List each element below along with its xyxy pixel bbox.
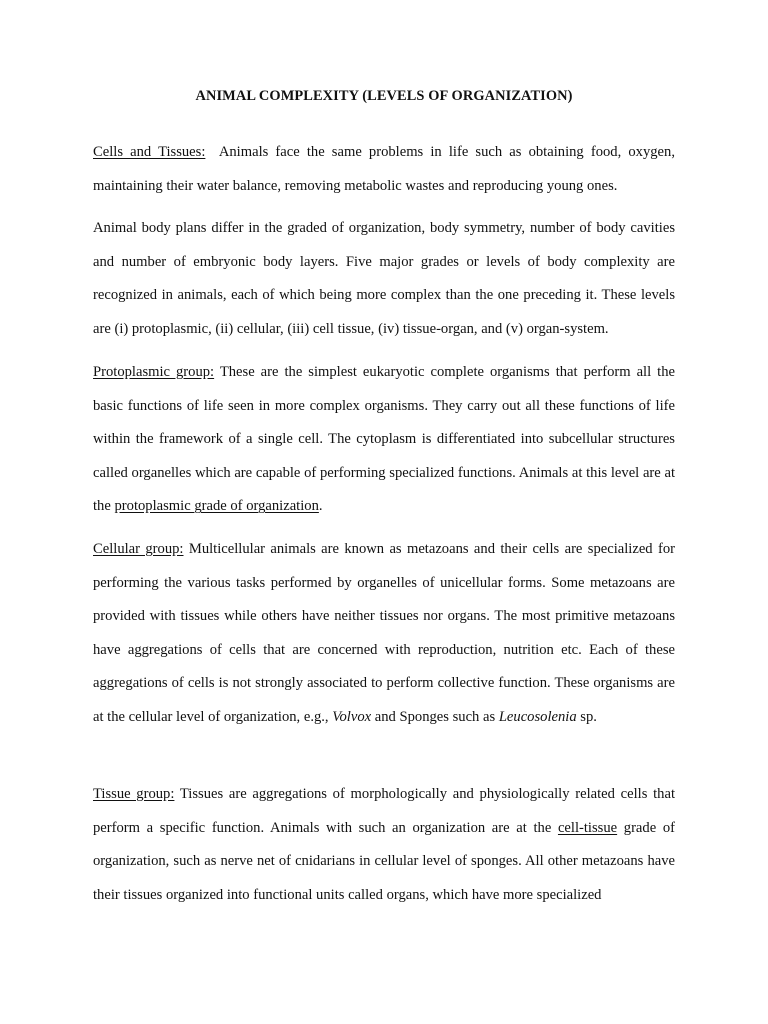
- heading-cells-and-tissues: Cells and Tissues:: [93, 144, 206, 160]
- paragraph-cellular-group: [93, 533, 675, 735]
- paragraph-end: grade of organization, such as nerve net of cnidarians in cellular level of sponges. All other metazoans have their tissues organized into functional units called organs, which have more specialized: [93, 819, 675, 903]
- heading-protoplasmic-group: Protoplasmic group:: [93, 364, 215, 380]
- document-title: ANIMAL COMPLEXITY (LEVELS OF ORGANIZATION): [195, 88, 573, 104]
- paragraph-tissue-group: [93, 778, 675, 912]
- heading-cellular-group: Cellular group:: [93, 541, 184, 557]
- paragraph-text: Animals face the same problems in life such as obtaining food, oxygen, maintaining their water balance, removing metabolic wastes and reproducing young ones.: [93, 144, 679, 194]
- paragraph-text: These are the simplest eukaryotic complete organisms that perform all the basic functions of life seen in more complex organisms. They carry out all these functions of life within the framework of a single cell. The cytoplasm is differentiated into subcellular structures called organelles which are capable of performing specialized functions. Animals at this level are at the: [93, 364, 675, 515]
- genus-leucosolenia: Leucosolenia: [498, 708, 577, 725]
- paragraph-end: sp.: [576, 708, 597, 725]
- term-protoplasmic-grade: protoplasmic grade of organization: [114, 498, 319, 515]
- paragraph-text: Animal body plans differ in the graded of organization, body symmetry, number of body cavities and number of embryonic body layers. Five major grades or levels of body complexity are recognized in animals, each of which being more complex than the one preceding it. These levels are (i) protoplasmic, (ii) cellular, (iii) cell tissue, (iv) tissue-organ, and (v) organ-system.: [93, 220, 675, 337]
- paragraph-text: Tissues are aggregations of morphologically and physiologically related cells that perform a specific function. Animals with such an organization are at the: [93, 786, 676, 836]
- paragraph-mid: and Sponges such as: [371, 708, 499, 725]
- term-cell-tissue: cell-tissue: [557, 819, 618, 836]
- paragraph-cells-and-tissues: [93, 136, 679, 203]
- heading-tissue-group: Tissue group:: [93, 786, 175, 802]
- genus-volvox: Volvox: [332, 708, 372, 725]
- paragraph-protoplasmic-group: [93, 356, 675, 524]
- paragraph-body-plans: [93, 212, 675, 346]
- paragraph-text: Multicellular animals are known as metazoans and their cells are specialized for performing the various tasks performed by organelles of unicellular forms. Some metazoans are provided with tissues while others have neither tissues nor organs. The most primitive metazoans have aggregations of cells that are concerned with reproduction, nutrition etc. Each of these aggregations of cells is not strongly associated to perform collective function. These organisms are at the cellular level of organization, e.g.,: [93, 541, 675, 725]
- paragraph-end: .: [318, 498, 323, 515]
